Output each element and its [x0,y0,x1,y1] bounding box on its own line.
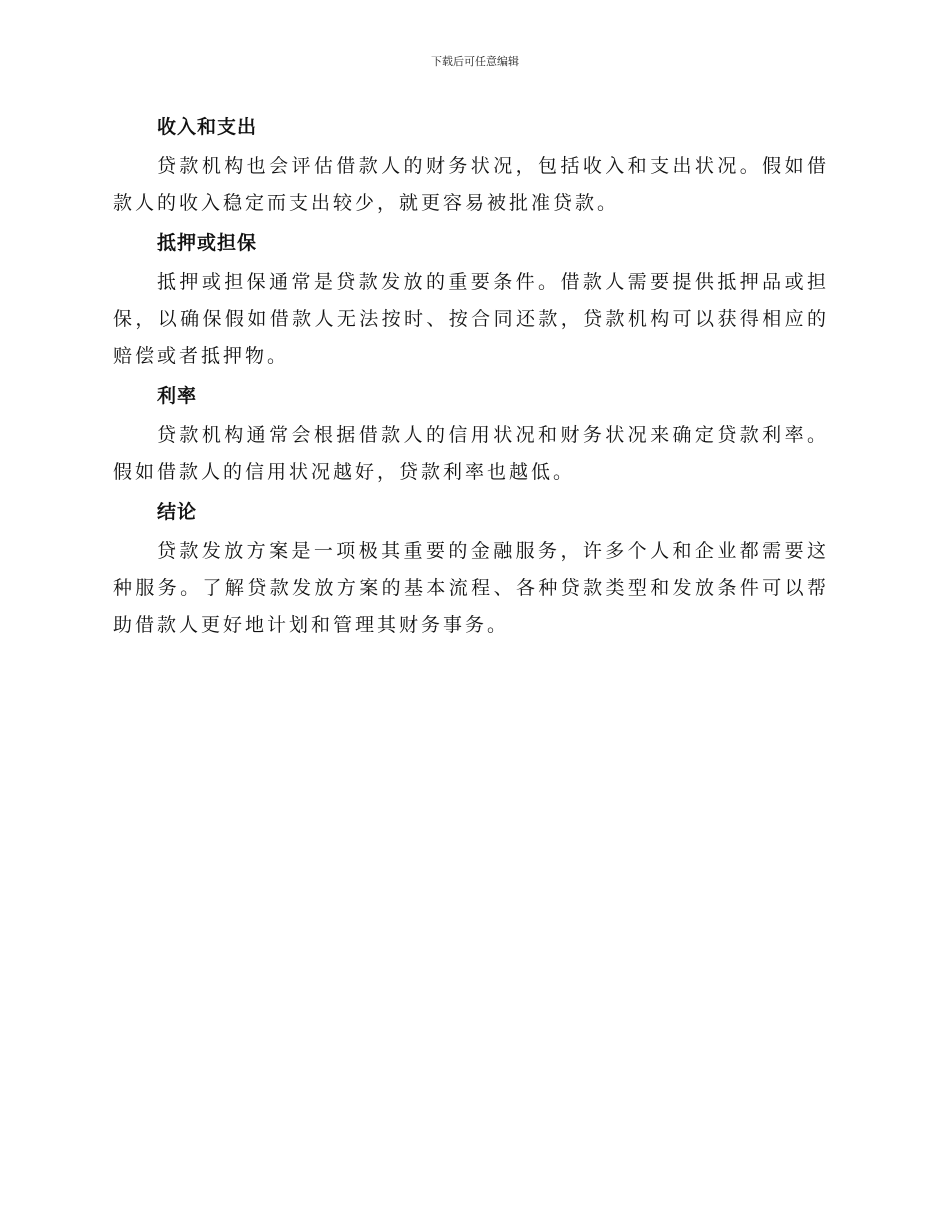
section-heading: 收入和支出 [157,116,258,138]
section-interest-rate [113,381,829,491]
section-income-expense [113,112,829,222]
section-paragraph: 贷款发放方案是一项极其重要的金融服务，许多个人和企业都需要这种服务。了解贷款发放方案的基本流程、各种贷款类型和发放条件可以帮助借款人更好地计划和管理其财务事务。 [113,540,829,636]
section-heading: 利率 [157,385,198,407]
section-conclusion [113,497,829,644]
page-header: 下载后可任意编辑 [431,55,519,68]
section-collateral [113,228,829,375]
section-heading: 抵押或担保 [157,232,258,254]
section-paragraph: 抵押或担保通常是贷款发放的重要条件。借款人需要提供抵押品或担保，以确保假如借款人无法按时、按合同还款，贷款机构可以获得相应的赔偿或者抵押物。 [113,271,829,367]
document-body [113,112,829,650]
section-heading: 结论 [157,501,198,523]
section-paragraph: 贷款机构通常会根据借款人的信用状况和财务状况来确定贷款利率。假如借款人的信用状况越好，贷款利率也越低。 [113,424,829,483]
section-paragraph: 贷款机构也会评估借款人的财务状况，包括收入和支出状况。假如借款人的收入稳定而支出较少，就更容易被批准贷款。 [113,155,829,214]
